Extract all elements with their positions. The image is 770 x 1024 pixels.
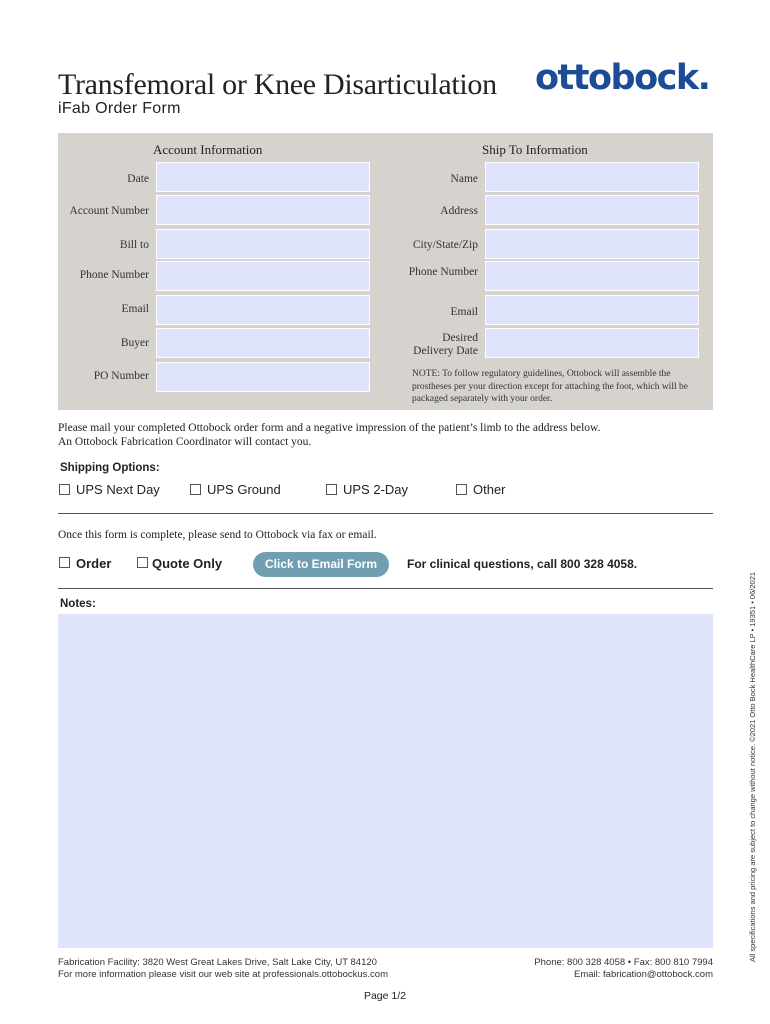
account-phone-field[interactable]: [156, 261, 370, 291]
ups-ground-label: UPS Ground: [207, 482, 281, 497]
email-info: Email: fabrication@ottobock.com: [573, 969, 713, 980]
account-email-field[interactable]: [156, 295, 370, 325]
account-phone-label: Phone Number: [79, 269, 149, 281]
shipping-options-heading: Shipping Options:: [60, 462, 160, 474]
facility-address: Fabrication Facility: 3820 West Great Lakes Drive, Salt Lake City, UT 84120: [58, 957, 377, 968]
account-number-field[interactable]: [156, 195, 370, 225]
email-form-button[interactable]: Click to Email Form: [253, 552, 389, 577]
ups-next-day-checkbox[interactable]: [59, 484, 70, 495]
ship-phone-field[interactable]: [485, 261, 699, 291]
ups-next-day-label: UPS Next Day: [76, 482, 160, 497]
website-info: For more information please visit our web site at professionals.ottobockus.com: [58, 969, 389, 980]
page-title: Transfemoral or Knee Disarticulation: [58, 68, 497, 101]
legal-side-text: All specifications and pricing are subject to change without notice. ©2021 Otto Bock HealthCare LP • 19351 • 06/2021: [748, 571, 757, 962]
ottobock-logo: ottobock.: [535, 58, 710, 98]
ship-phone-label: Phone Number: [408, 266, 478, 278]
ship-email-label: Email: [450, 306, 478, 318]
mail-instruction-line2: An Ottobock Fabrication Coordinator will contact you.: [58, 436, 312, 448]
ship-address-field[interactable]: [485, 195, 699, 225]
divider: [58, 588, 713, 589]
other-shipping-checkbox[interactable]: [456, 484, 467, 495]
divider: [58, 513, 713, 514]
ship-info-heading: Ship To Information: [482, 142, 588, 157]
delivery-date-label-line1: Desired: [442, 332, 478, 344]
buyer-label: Buyer: [120, 337, 149, 349]
page-number: Page 1/2: [363, 990, 407, 1002]
date-field[interactable]: [156, 162, 370, 192]
ups-2-day-checkbox[interactable]: [326, 484, 337, 495]
regulatory-note: NOTE: To follow regulatory guidelines, Ottobock will assemble the prostheses per your direction except for attaching the foot, which will be packaged separately with your order.: [412, 369, 688, 404]
buyer-field[interactable]: [156, 328, 370, 358]
ship-name-field[interactable]: [485, 162, 699, 192]
ship-city-field[interactable]: [485, 229, 699, 259]
ship-city-label: City/State/Zip: [412, 239, 478, 251]
quote-only-label: Quote Only: [152, 556, 223, 571]
notes-label: Notes:: [60, 598, 96, 610]
delivery-date-field[interactable]: [485, 328, 699, 358]
other-shipping-label: Other: [473, 482, 506, 497]
po-number-field[interactable]: [156, 362, 370, 392]
ups-2-day-label: UPS 2-Day: [343, 482, 409, 497]
clinical-questions-text: For clinical questions, call 800 328 4058.: [407, 557, 638, 571]
ship-email-field[interactable]: [485, 295, 699, 325]
ship-name-label: Name: [450, 173, 478, 185]
quote-only-checkbox[interactable]: [137, 557, 148, 568]
order-checkbox[interactable]: [59, 557, 70, 568]
delivery-date-label-line2: Delivery Date: [413, 345, 478, 357]
po-number-label: PO Number: [93, 370, 149, 382]
account-number-label: Account Number: [69, 205, 149, 217]
ups-ground-checkbox[interactable]: [190, 484, 201, 495]
ship-address-label: Address: [440, 205, 478, 217]
mail-instruction-line1: Please mail your completed Ottobock order form and a negative impression of the patient’s limb to the address below.: [58, 422, 601, 434]
send-instruction: Once this form is complete, please send to Ottobock via fax or email.: [58, 529, 377, 541]
date-label: Date: [127, 173, 149, 185]
account-info-heading: Account Information: [153, 142, 263, 157]
bill-to-field[interactable]: [156, 229, 370, 259]
order-label: Order: [76, 556, 112, 571]
account-email-label: Email: [121, 303, 149, 315]
bill-to-label: Bill to: [119, 239, 149, 251]
notes-textarea[interactable]: [58, 614, 713, 948]
page-subtitle: iFab Order Form: [58, 100, 181, 117]
phone-fax-info: Phone: 800 328 4058 • Fax: 800 810 7994: [534, 957, 713, 968]
